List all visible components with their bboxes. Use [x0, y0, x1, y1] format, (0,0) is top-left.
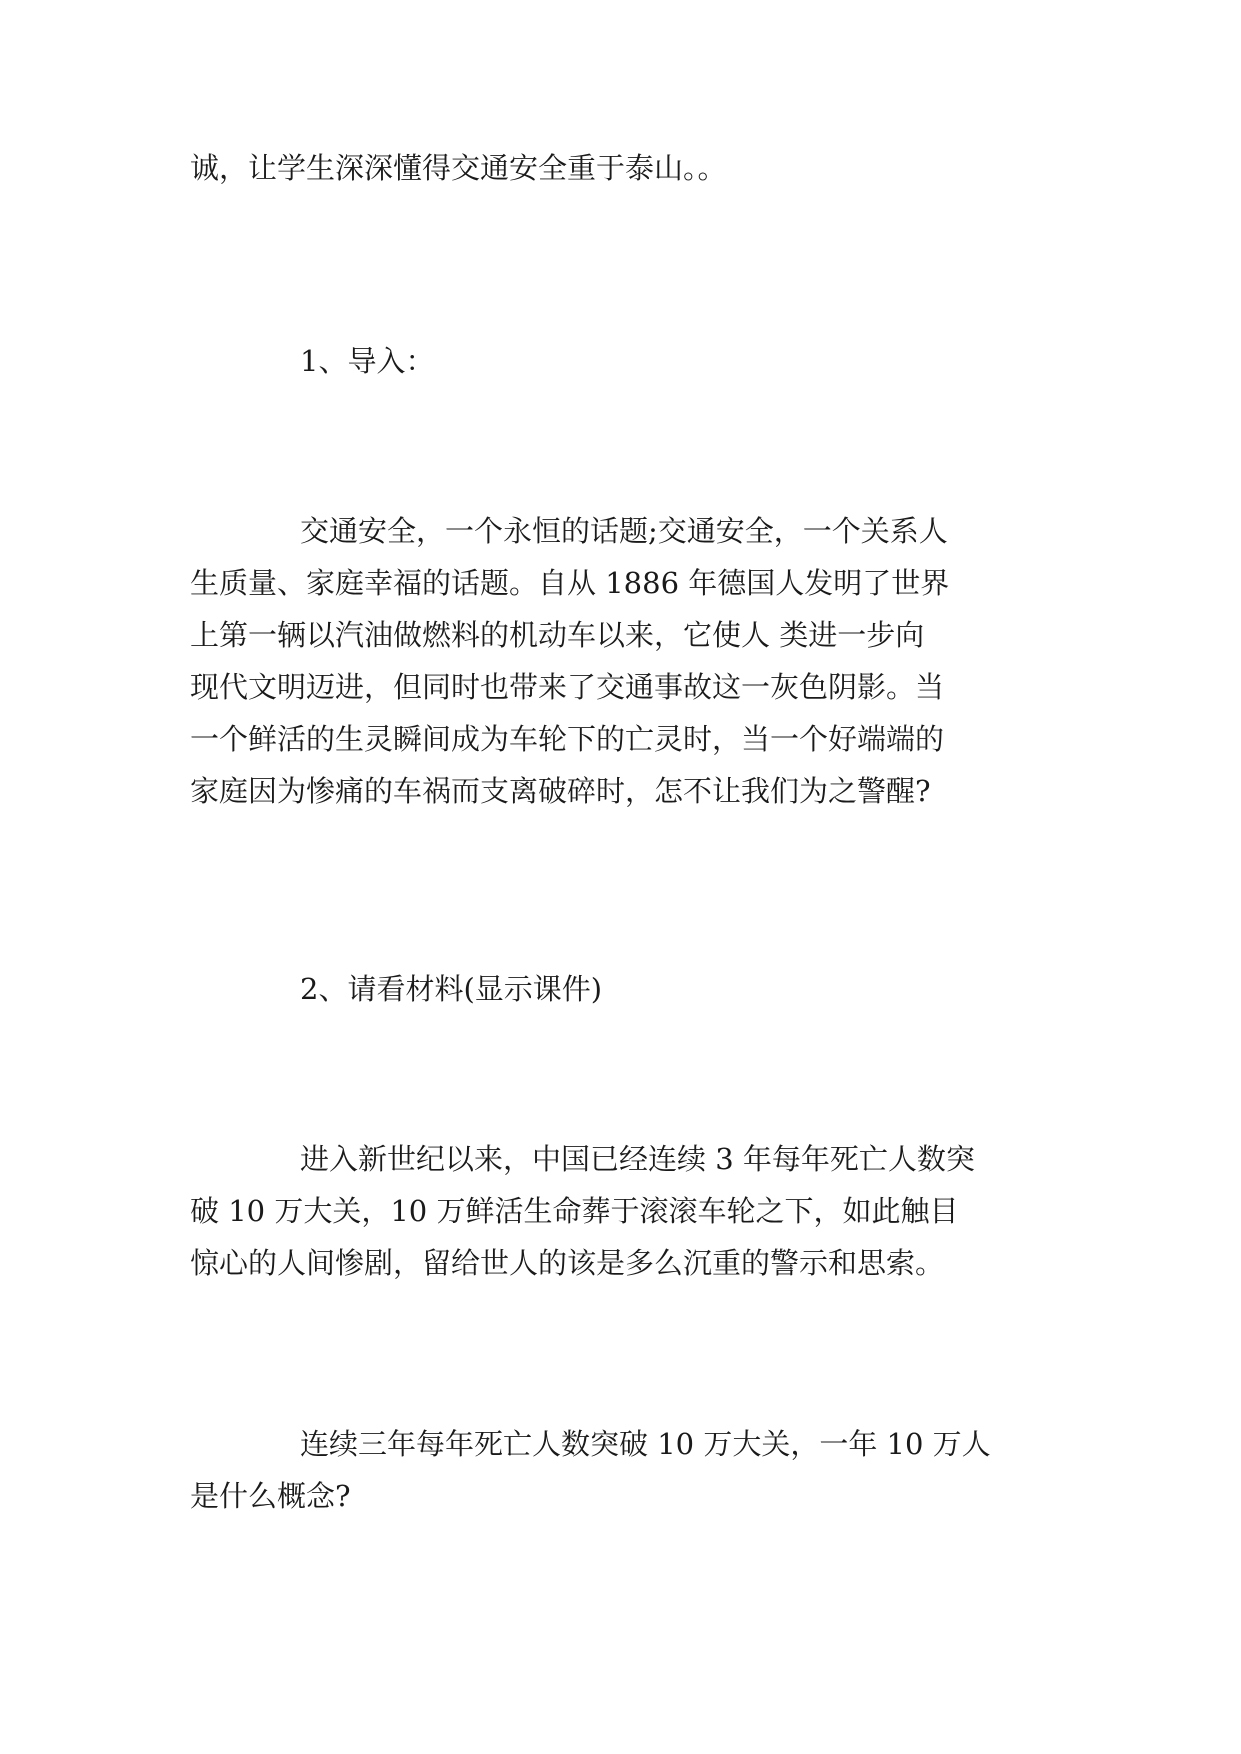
paragraph-continuation: 诚，让学生深深懂得交通安全重于泰山。。	[190, 151, 727, 185]
section-heading-material: 2、请看材料(显示课件)	[300, 972, 603, 1006]
paragraph-question: 连续三年每年死亡人数突破 10 万大关，一年 10 万人 是什么概念?	[190, 1427, 991, 1513]
paragraph-statistics: 进入新世纪以来，中国已经连续 3 年每年死亡人数突 破 10 万大关，10 万鲜活生命葬于滚滚车轮之下，如此触目 惊心的人间惨剧，留给世人的该是多么沉重的警示和思索。	[190, 1142, 975, 1280]
section-heading-intro: 1、导入：	[300, 344, 435, 378]
paragraph-traffic-safety: 交通安全，一个永恒的话题;交通安全，一个关系人 生质量、家庭幸福的话题。自从 1886 年德国人发明了世界 上第一辆以汽油做燃料的机动车以来，它使人 类进一步向 现代文明迈进，但同时也带来了交通事故这一灰色阴影。当 一个鲜活的生灵瞬间成为车轮下的亡灵时，当一个好端端的 家庭因为惨痛的车祸而支离破碎时，怎不让我们为之警醒?	[190, 514, 950, 808]
